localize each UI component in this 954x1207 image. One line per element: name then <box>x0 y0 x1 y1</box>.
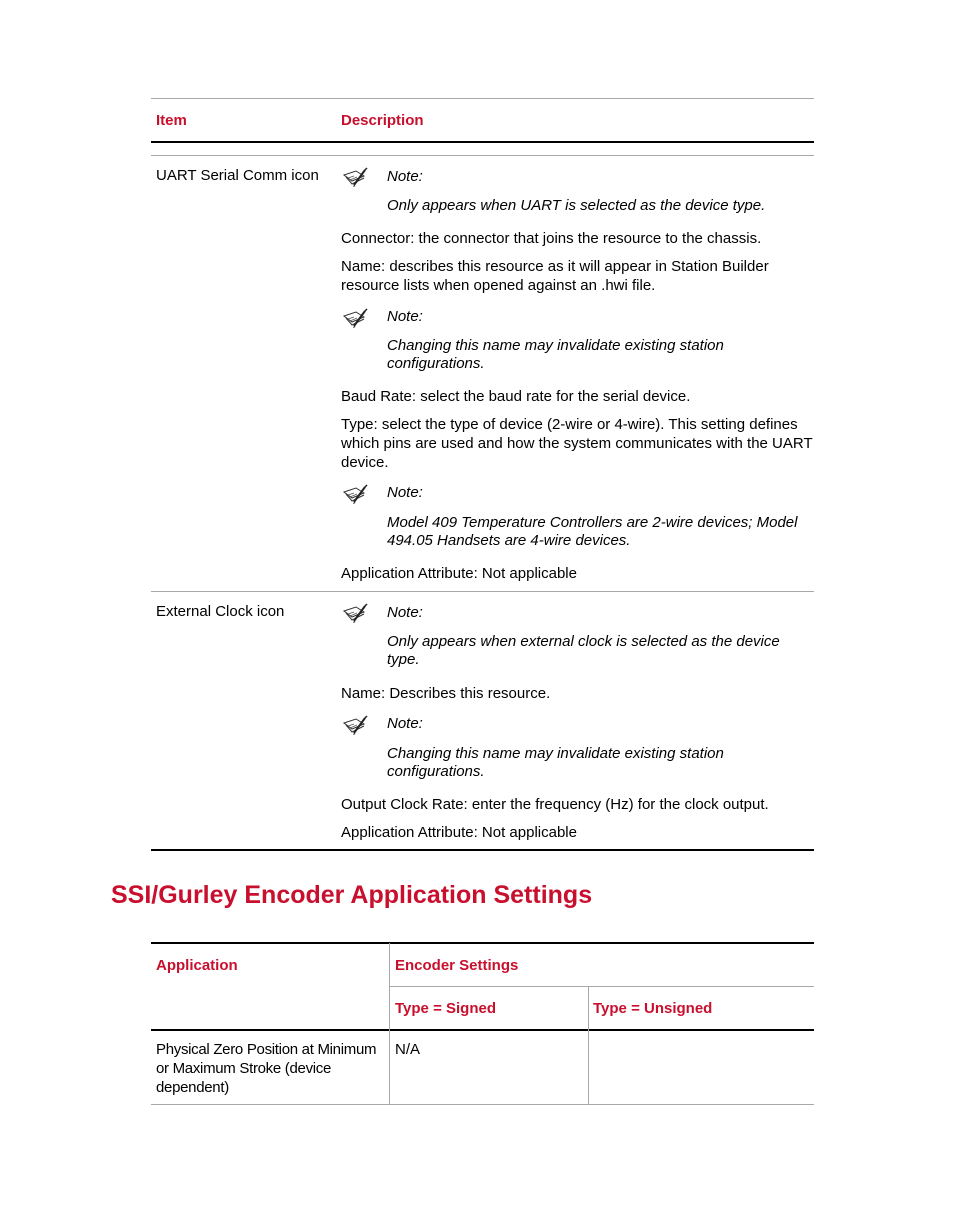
baud-rate-description: Baud Rate: select the baud rate for the serial device. <box>341 388 691 405</box>
note-label: Note: <box>387 168 423 185</box>
column-divider <box>588 987 589 1104</box>
header-type-unsigned: Type = Unsigned <box>593 1000 713 1017</box>
note-body: Model 409 Temperature Controllers are 2-wire devices; Model 494.05 Handsets are 4-wire devices. <box>387 514 798 549</box>
header-rule <box>151 141 814 143</box>
item-name: UART Serial Comm icon <box>156 167 319 184</box>
column-divider <box>389 943 390 1104</box>
header-application: Application <box>156 957 238 974</box>
application-attribute: Application Attribute: Not applicable <box>341 565 577 582</box>
header-type-signed: Type = Signed <box>395 1000 496 1017</box>
note-label: Note: <box>387 715 423 732</box>
note-label: Note: <box>387 308 423 325</box>
subheader-rule <box>390 986 814 987</box>
row-divider <box>151 591 814 592</box>
table-bottom-rule <box>151 1104 814 1105</box>
name-description: Name: Describes this resource. <box>341 685 551 702</box>
body-top-rule <box>151 155 814 156</box>
type-description: Type: select the type of device (2-wire or 4-wire). This setting defines which pins are used and how the system communicates with the UART device. <box>341 416 813 471</box>
note-body: Changing this name may invalidate existing station configurations. <box>387 337 724 372</box>
note-label: Note: <box>387 604 423 621</box>
table-bottom-rule <box>151 849 814 851</box>
name-description: Name: describes this resource as it will appear in Station Builder resource lists when opened against an .hwi file. <box>341 258 769 294</box>
signed-cell: N/A <box>395 1041 421 1058</box>
note-pencil-icon <box>342 484 368 506</box>
header-encoder-settings: Encoder Settings <box>395 957 519 974</box>
connector-description: Connector: the connector that joins the resource to the chassis. <box>341 230 762 247</box>
header-item: Item <box>156 112 187 129</box>
note-pencil-icon <box>342 167 368 189</box>
table-top-rule <box>151 942 814 944</box>
clock-rate-description: Output Clock Rate: enter the frequency (Hz) for the clock output. <box>341 796 769 813</box>
note-body: Only appears when UART is selected as the device type. <box>387 197 766 214</box>
note-pencil-icon <box>342 308 368 330</box>
note-body: Only appears when external clock is selected as the device type. <box>387 633 780 668</box>
application-attribute: Application Attribute: Not applicable <box>341 824 577 841</box>
header-description: Description <box>341 112 424 129</box>
table-top-rule <box>151 98 814 99</box>
section-title: SSI/Gurley Encoder Application Settings <box>111 881 593 909</box>
note-label: Note: <box>387 484 423 501</box>
header-rule <box>151 1029 814 1031</box>
application-cell: Physical Zero Position at Minimum or Maximum Stroke (device dependent) <box>156 1041 377 1096</box>
item-name: External Clock icon <box>156 603 285 620</box>
note-body: Changing this name may invalidate existing station configurations. <box>387 745 724 780</box>
note-pencil-icon <box>342 603 368 625</box>
note-pencil-icon <box>342 715 368 737</box>
